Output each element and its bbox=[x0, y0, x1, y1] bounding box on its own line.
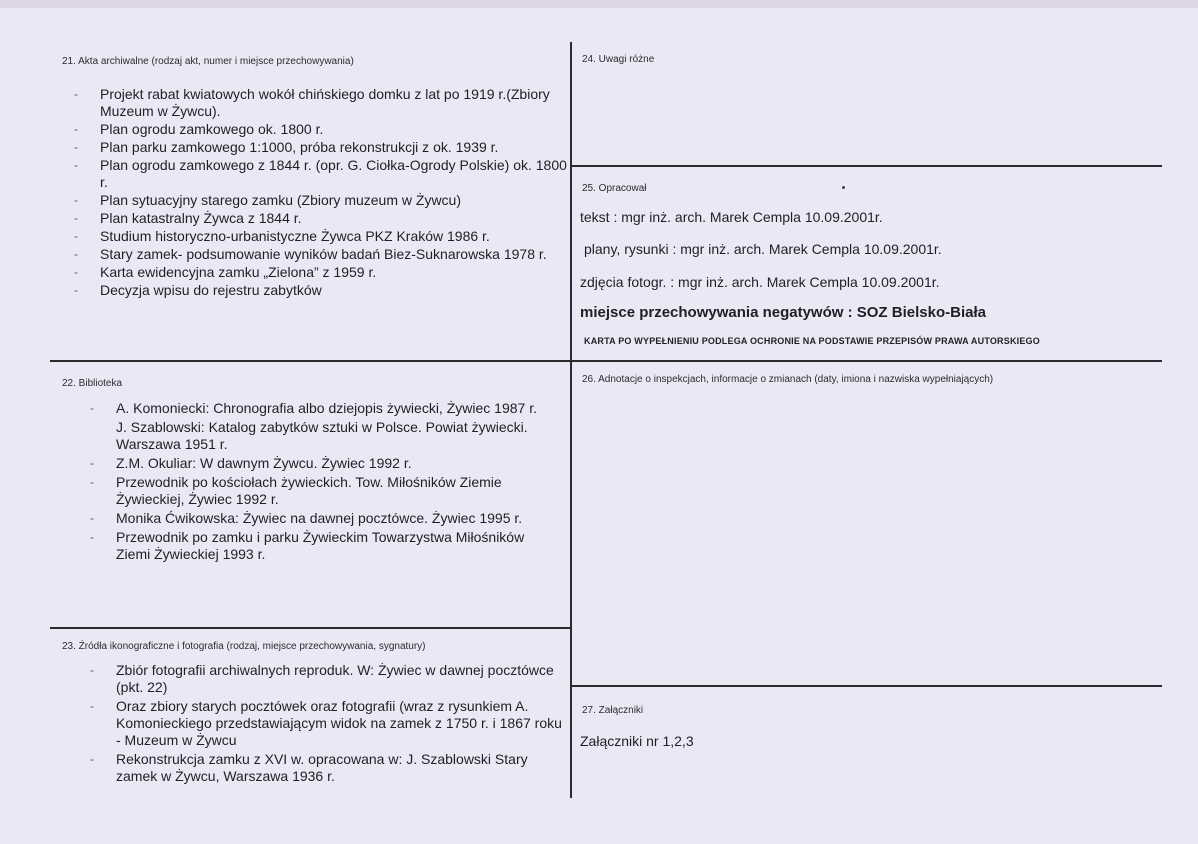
list-bullet: - bbox=[90, 511, 94, 525]
section23-title: 23. Źródła ikonograficzne i fotografia (rodzaj, miejsce przechowywania, sygnatury) bbox=[62, 641, 426, 652]
list-item: J. Szablowski: Katalog zabytków sztuki w Polsce. Powiat żywiecki. Warszawa 1951 r. bbox=[116, 419, 528, 452]
author-drawings-line: plany, rysunki : mgr inż. arch. Marek Cempla 10.09.2001r. bbox=[584, 241, 942, 257]
list-bullet: - bbox=[74, 193, 78, 207]
author-photos-line: zdjęcia fotogr. : mgr inż. arch. Marek Cempla 10.09.2001r. bbox=[580, 274, 940, 290]
list-bullet: - bbox=[90, 752, 94, 766]
section26-title: 26. Adnotacje o inspekcjach, informacje o zmianach (daty, imiona i nazwiska wypełniających) bbox=[582, 374, 994, 385]
list-item: - Plan katastralny Żywca z 1844 r. bbox=[74, 210, 302, 226]
section27-title: 27. Załączniki bbox=[582, 705, 644, 716]
list-bullet: - bbox=[74, 158, 78, 172]
list-bullet: - bbox=[74, 265, 78, 279]
list-bullet: - bbox=[74, 247, 78, 261]
section23-list bbox=[90, 662, 566, 787]
list-item: - Plan ogrodu zamkowego z 1844 r. (opr. G. Ciołka-Ogrody Polskie) ok. 1800 r. bbox=[74, 157, 567, 190]
list-item: - Stary zamek- podsumowanie wyników badań Biez-Suknarowska 1978 r. bbox=[74, 246, 547, 262]
list-item: - Rekonstrukcja zamku z XVI w. opracowana w: J. Szablowski Stary zamek w Żywcu, Warszawa 1936 r. bbox=[90, 751, 528, 784]
list-bullet: - bbox=[90, 699, 94, 713]
list-item: - Monika Ćwikowska: Żywiec na dawnej pocztówce. Żywiec 1995 r. bbox=[90, 510, 523, 526]
list-bullet: - bbox=[74, 122, 78, 136]
section22-title: 22. Biblioteka bbox=[62, 378, 123, 389]
list-item: - Projekt rabat kwiatowych wokół chińskiego domku z lat po 1919 r.(Zbiory Muzeum w Żywcu). bbox=[74, 86, 550, 119]
list-item: - Z.M. Okuliar: W dawnym Żywcu. Żywiec 1992 r. bbox=[90, 455, 412, 471]
list-bullet: - bbox=[90, 401, 94, 415]
copyright-notice: KARTA PO WYPEŁNIENIU PODLEGA OCHRONIE NA PODSTAWIE PRZEPISÓW PRAWA AUTORSKIEGO bbox=[584, 336, 1040, 346]
section21-list bbox=[74, 86, 570, 300]
divider-22-23 bbox=[50, 627, 572, 629]
attachments-text: Załączniki nr 1,2,3 bbox=[580, 733, 694, 749]
list-item: - Plan parku zamkowego 1:1000, próba rekonstrukcji z ok. 1939 r. bbox=[74, 139, 499, 155]
list-item: - Karta ewidencyjna zamku „Zielona” z 1959 r. bbox=[74, 264, 377, 280]
section22-list bbox=[90, 400, 556, 565]
list-item: - Plan sytuacyjny starego zamku (Zbiory muzeum w Żywcu) bbox=[74, 192, 461, 208]
section21-title: 21. Akta archiwalne (rodzaj akt, numer i miejsce przechowywania) bbox=[62, 56, 354, 67]
list-item: - Decyzja wpisu do rejestru zabytków bbox=[74, 282, 322, 298]
section24-title: 24. Uwagi różne bbox=[582, 54, 655, 65]
list-bullet: - bbox=[74, 211, 78, 225]
list-bullet: - bbox=[74, 283, 78, 297]
author-text-line: tekst : mgr inż. arch. Marek Cempla 10.09.2001r. bbox=[580, 209, 883, 225]
list-bullet: - bbox=[90, 456, 94, 470]
section25-title: 25. Opracował bbox=[582, 183, 647, 194]
negatives-location: miejsce przechowywania negatywów : SOZ Bielsko-Biała bbox=[580, 304, 986, 321]
divider-26-27 bbox=[572, 685, 1162, 687]
list-bullet: - bbox=[90, 530, 94, 544]
list-item: - Zbiór fotografii archiwalnych reproduk. W: Żywiec w dawnej pocztówce (pkt. 22) bbox=[90, 662, 554, 695]
list-bullet: - bbox=[74, 229, 78, 243]
list-bullet: - bbox=[90, 663, 94, 677]
list-item: - Przewodnik po kościołach żywieckich. Tow. Miłośników Ziemie Żywieckiej, Żywiec 1992 r. bbox=[90, 474, 502, 507]
list-bullet: - bbox=[90, 475, 94, 489]
ink-speck bbox=[842, 186, 845, 189]
list-item: - Plan ogrodu zamkowego ok. 1800 r. bbox=[74, 121, 324, 137]
list-bullet: - bbox=[74, 140, 78, 154]
list-item: - A. Komoniecki: Chronografia albo dziejopis żywiecki, Żywiec 1987 r. bbox=[90, 400, 537, 416]
list-item: - Oraz zbiory starych pocztówek oraz fotografii (wraz z rysunkiem A. Komonieckiego przedstawiającym widok na zamek z 1750 r. i 1867 roku - Muzeum w Żywcu bbox=[90, 698, 562, 748]
list-item: - Przewodnik po zamku i parku Żywieckim Towarzystwa Miłośników Ziemi Żywieckiej 1993 r. bbox=[90, 529, 525, 562]
list-bullet: - bbox=[74, 87, 78, 101]
divider-middle bbox=[50, 360, 1162, 362]
list-item: - Studium historyczno-urbanistyczne Żywca PKZ Kraków 1986 r. bbox=[74, 228, 490, 244]
top-edge bbox=[0, 0, 1198, 8]
divider-24-25 bbox=[572, 165, 1162, 167]
